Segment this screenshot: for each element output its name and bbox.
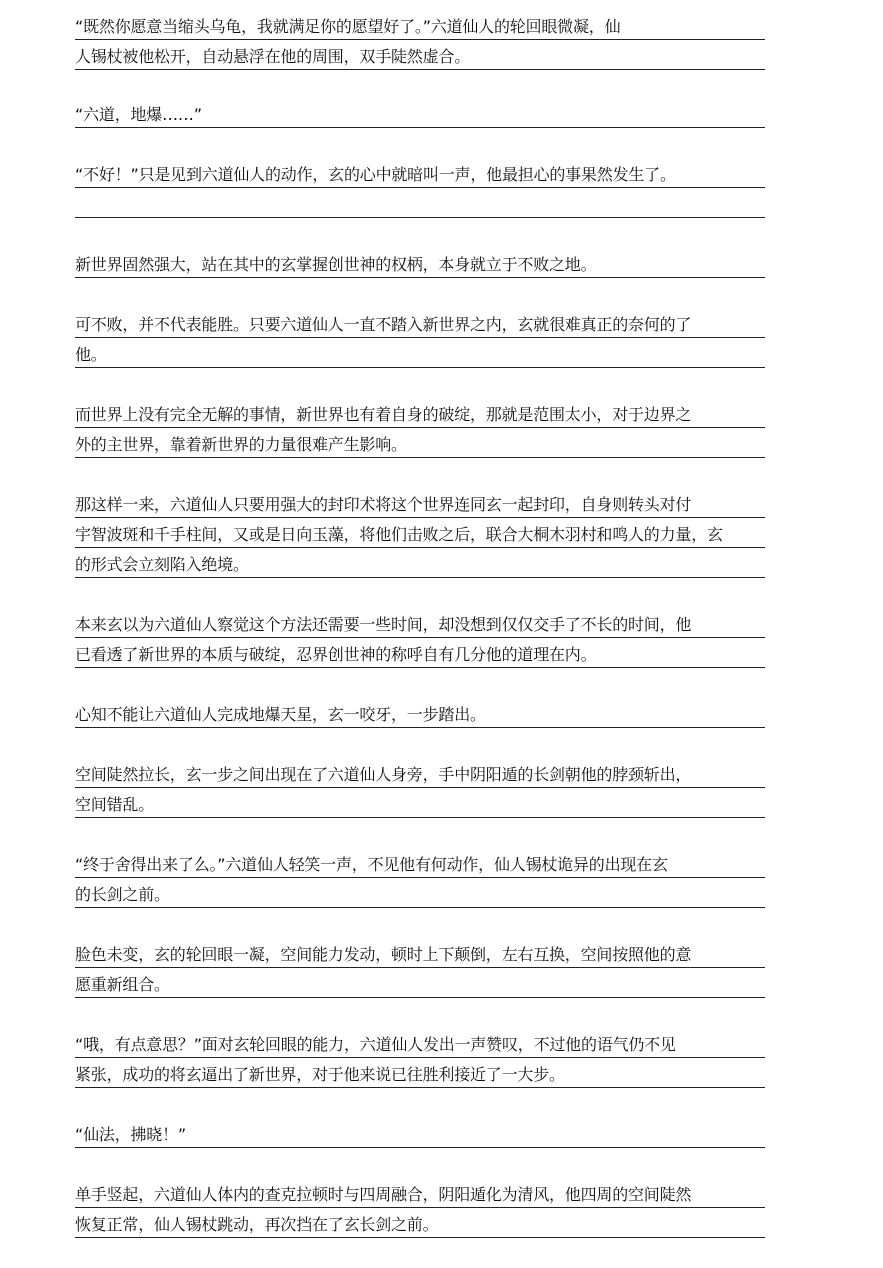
line-text: 新世界固然强大，站在其中的玄掌握创世神的权柄，本身就立于不败之地。 xyxy=(75,255,597,274)
line-text: 单手竖起，六道仙人体内的查克拉顿时与四周融合，阴阳遁化为清风，他四周的空间陡然 xyxy=(75,1185,692,1204)
line-text: 外的主世界，靠着新世界的力量很难产生影响。 xyxy=(75,435,407,454)
line-text: 空间陡然拉长，玄一步之间出现在了六道仙人身旁，手中阴阳遁的长剑朝他的脖颈斩出， xyxy=(75,765,692,784)
text-line xyxy=(75,968,765,998)
text-line xyxy=(75,938,765,968)
text-line xyxy=(75,10,765,40)
line-text: 空间错乱。 xyxy=(75,795,155,814)
text-line xyxy=(75,488,765,518)
text-line xyxy=(75,518,765,548)
line-text: “六道，地爆……” xyxy=(75,105,202,124)
line-text: 恢复正常，仙人锡杖跳动，再次挡在了玄长剑之前。 xyxy=(75,1215,439,1234)
text-line xyxy=(75,1208,765,1238)
text-line xyxy=(75,698,765,728)
text-line xyxy=(75,98,765,128)
line-text: “不好！”只是见到六道仙人的动作，玄的心中就暗叫一声，他最担心的事果然发生了。 xyxy=(75,165,676,184)
line-text: 那这样一来，六道仙人只要用强大的封印术将这个世界连同玄一起封印，自身则转头对付 xyxy=(75,495,692,514)
text-line xyxy=(75,788,765,818)
text-line xyxy=(75,878,765,908)
text-line xyxy=(75,1058,765,1088)
text-line xyxy=(75,338,765,368)
text-line xyxy=(75,548,765,578)
line-text: 愿重新组合。 xyxy=(75,975,170,994)
line-text: 的长剑之前。 xyxy=(75,885,170,904)
text-line xyxy=(75,1178,765,1208)
text-line xyxy=(75,248,765,278)
line-text: “仙法，拂晓！” xyxy=(75,1125,186,1144)
text-line xyxy=(75,848,765,878)
line-text: 可不败，并不代表能胜。只要六道仙人一直不踏入新世界之内，玄就很难真正的奈何的了 xyxy=(75,315,692,334)
line-text: 人锡杖被他松开，自动悬浮在他的周围，双手陡然虚合。 xyxy=(75,47,471,66)
text-line xyxy=(75,758,765,788)
line-text: 紧张，成功的将玄逼出了新世界，对于他来说已往胜利接近了一大步。 xyxy=(75,1065,565,1084)
line-text: “既然你愿意当缩头乌龟，我就满足你的愿望好了。”六道仙人的轮回眼微凝，仙 xyxy=(75,17,621,36)
text-line xyxy=(75,638,765,668)
text-line xyxy=(75,40,765,70)
line-text: 脸色未变，玄的轮回眼一凝，空间能力发动，顿时上下颠倒，左右互换，空间按照他的意 xyxy=(75,945,692,964)
text-line xyxy=(75,608,765,638)
line-text: 已看透了新世界的本质与破绽，忍界创世神的称呼自有几分他的道理在内。 xyxy=(75,645,597,664)
line-text: 他。 xyxy=(75,345,107,364)
text-line xyxy=(75,1028,765,1058)
line-text: “哦，有点意思？”面对玄轮回眼的能力，六道仙人发出一声赞叹，不过他的语气仍不见 xyxy=(75,1035,676,1054)
line-text: “终于舍得出来了么。”六道仙人轻笑一声，不见他有何动作，仙人锡杖诡异的出现在玄 xyxy=(75,855,668,874)
line-text: 本来玄以为六道仙人察觉这个方法还需要一些时间，却没想到仅仅交手了不长的时间，他 xyxy=(75,615,692,634)
text-line xyxy=(75,188,765,218)
line-text: 宇智波斑和千手柱间，又或是日向玉藻，将他们击败之后，联合大桐木羽村和鸣人的力量，玄 xyxy=(75,525,723,544)
line-text: 而世界上没有完全无解的事情，新世界也有着自身的破绽，那就是范围太小，对于边界之 xyxy=(75,405,692,424)
text-line xyxy=(75,308,765,338)
line-text: 的形式会立刻陷入绝境。 xyxy=(75,555,249,574)
text-line xyxy=(75,158,765,188)
text-line xyxy=(75,428,765,458)
text-line xyxy=(75,1118,765,1148)
line-text: 心知不能让六道仙人完成地爆天星，玄一咬牙，一步踏出。 xyxy=(75,705,486,724)
text-line xyxy=(75,398,765,428)
